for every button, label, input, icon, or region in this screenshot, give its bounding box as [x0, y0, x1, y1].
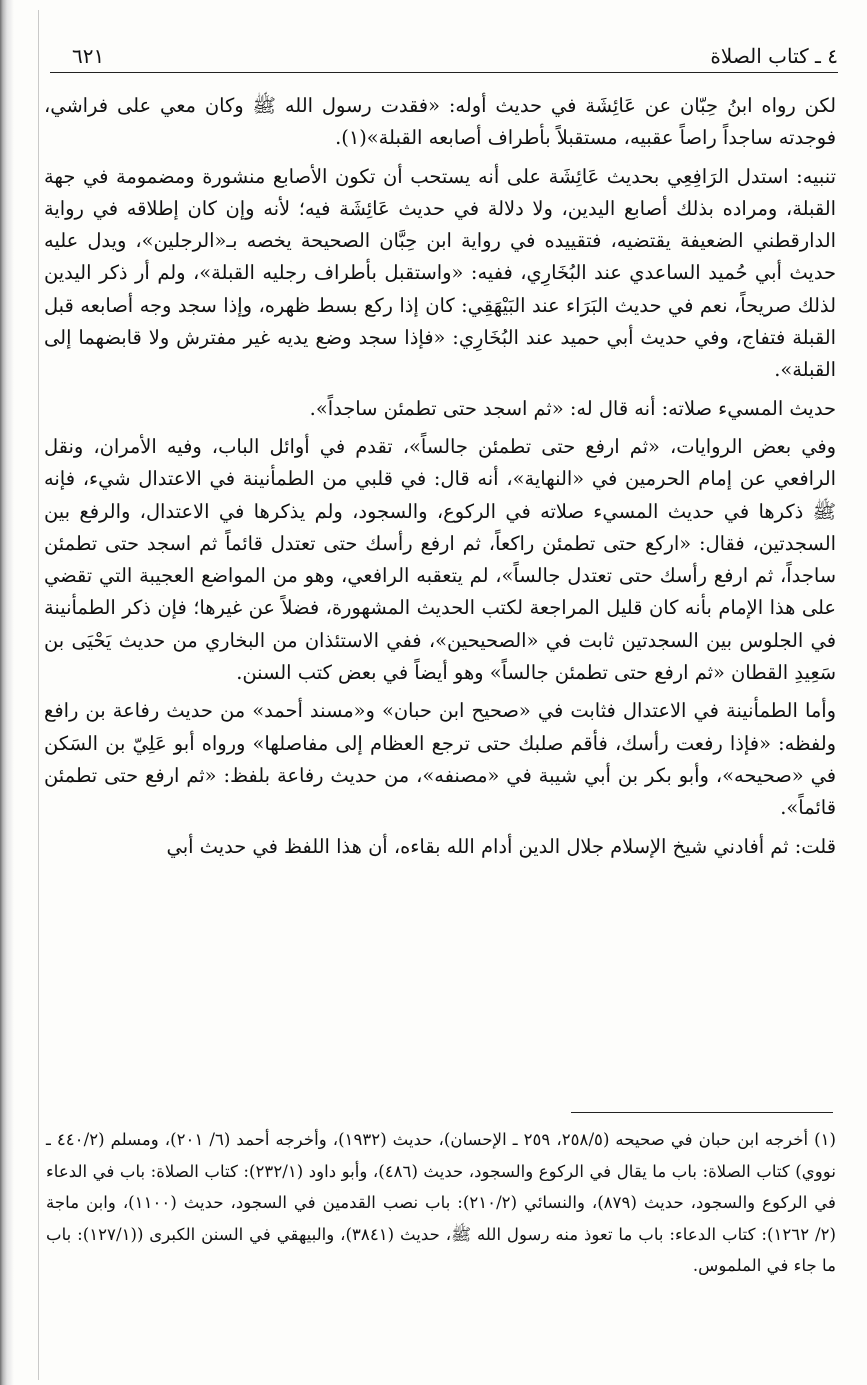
footnotes	[46, 1124, 836, 1282]
paragraph: لكن رواه ابنُ حِبّان عن عَائِشَة في حديث أوله: «فقدت رسول الله ﷺ وكان معي على فراشي، فوجدته ساجداً راصاً عقبيه، مستقبلاً بأطراف أصابعه القبلة»(١).	[44, 94, 836, 150]
page-binding-edge	[0, 0, 14, 1385]
chapter-title: ٤ ـ كتاب الصلاة	[710, 44, 838, 68]
footnote: (١) أخرجه ابن حبان في صحيحه (٢٥٨/٥، ٢٥٩ ـ الإحسان)، حديث (١٩٣٢)، وأخرجه أحمد (٦/ ٢٠١)، ومسلم (٤٤٠/٢ ـ نووي) كتاب الصلاة: باب ما يقال في الركوع والسجود، حديث (٤٨٦)، وأبو داود (٢٣٢/١): كتاب الصلاة: باب في الدعاء في الركوع والسجود، حديث (٨٧٩)، والنسائي (٢١٠/٢): باب نصب القدمين في السجود، حديث (١١٠٠)، وابن ماجة (٢/ ١٢٦٢): كتاب الدعاء: باب ما تعوذ منه رسول الله ﷺ، حديث (٣٨٤١)، والبيهقي في السنن الكبرى ((١٢٧/١): باب ما جاء في الملموس.	[46, 1130, 836, 1275]
footnote-divider	[571, 1112, 833, 1113]
paragraph: وأما الطمأنينة في الاعتدال فثابت في «صحيح ابن حبان» و«مسند أحمد» من حديث رفاعة بن رافع ولفظه: «فإذا رفعت رأسك، فأقم صلبك حتى ترجع العظام إلى مفاصلها» ورواه أبو عَلِيّ بن السَكن في «صحيحه»، وأبو بكر بن أبي شيبة في «مصنفه»، من حديث رفاعة بلفظ: «ثم ارفع حتى تطمئن قائماً».	[44, 699, 836, 820]
running-header	[50, 42, 838, 73]
paragraph: قلت: ثم أفادني شيخ الإسلام جلال الدين أدام الله بقاءه، أن هذا اللفظ في حديث أبي	[166, 834, 836, 858]
paragraph: وفي بعض الروايات، «ثم ارفع حتى تطمئن جالساً»، تقدم في أوائل الباب، وفيه الأمران، ونقل الرافعي عن إمام الحرمين في «النهاية»، أنه قال: في قلبي من الطمأنينة في الاعتدال شيء، فإنه ﷺ ذكرها في حديث المسيء صلاته في الركوع، والسجود، ولم يذكرها في الاعتدال، والرفع بين السجدتين، فقال: «اركع حتى تطمئن راكعاً، ثم ارفع رأسك حتى تعتدل قائماً ثم اسجد حتى تطمئن ساجداً، ثم ارفع رأسك حتى تعتدل جالساً»، لم يتعقبه الرافعي، وهو من المواضع العجيبة التي تقضي على هذا الإمام بأنه كان قليل المراجعة لكتب الحديث المشهورة، فضلاً عن غيرها؛ فإن ذكر الطمأنينة في الجلوس بين السجدتين ثابت في «الصحيحين»، ففي الاستئذان من البخاري من حديث يَحْيَى بن سَعِيدِ القطان «ثم ارفع حتى تطمئن جالساً» وهو أيضاً في بعض كتب السنن.	[44, 434, 836, 685]
paragraph: حديث المسيء صلاته: أنه قال له: «ثم اسجد حتى تطمئن ساجداً».	[309, 396, 836, 420]
main-text	[44, 90, 836, 869]
paragraph: تنبيه: استدل الرَافِعِي بحديث عَائِشَة على أنه يستحب أن تكون الأصابع منشورة ومضمومة في جهة القبلة، ومراده بذلك أصابع اليدين، ولا دلالة في حديث عَائِشَة فيه؛ لأنه وإن كان إطلاقه في رواية الدارقطني الضعيفة يقتضيه، فتقييده في رواية ابن حِبَّان الصحيحة يخصه بـ«الرجلين»، ويدل عليه حديث أبي حُميد الساعدي عند البُخَارِي، ففيه: «واستقبل بأطراف رجليه القبلة»، ولم أر ذكر اليدين لذلك صريحاً، نعم في حديث البَرَاء عند البَيْهَقِي: كان إذا ركع بسط ظهره، وإذا سجد وجه أصابعه قبل القبلة فتفاج، وفي حديث أبي حميد عند البُخَارِي: «فإذا سجد وضع يديه غير مفترش ولا قابضهما إلى القبلة».	[44, 164, 836, 382]
page-number: ٦٢١	[72, 44, 105, 68]
margin-line	[38, 10, 39, 1380]
